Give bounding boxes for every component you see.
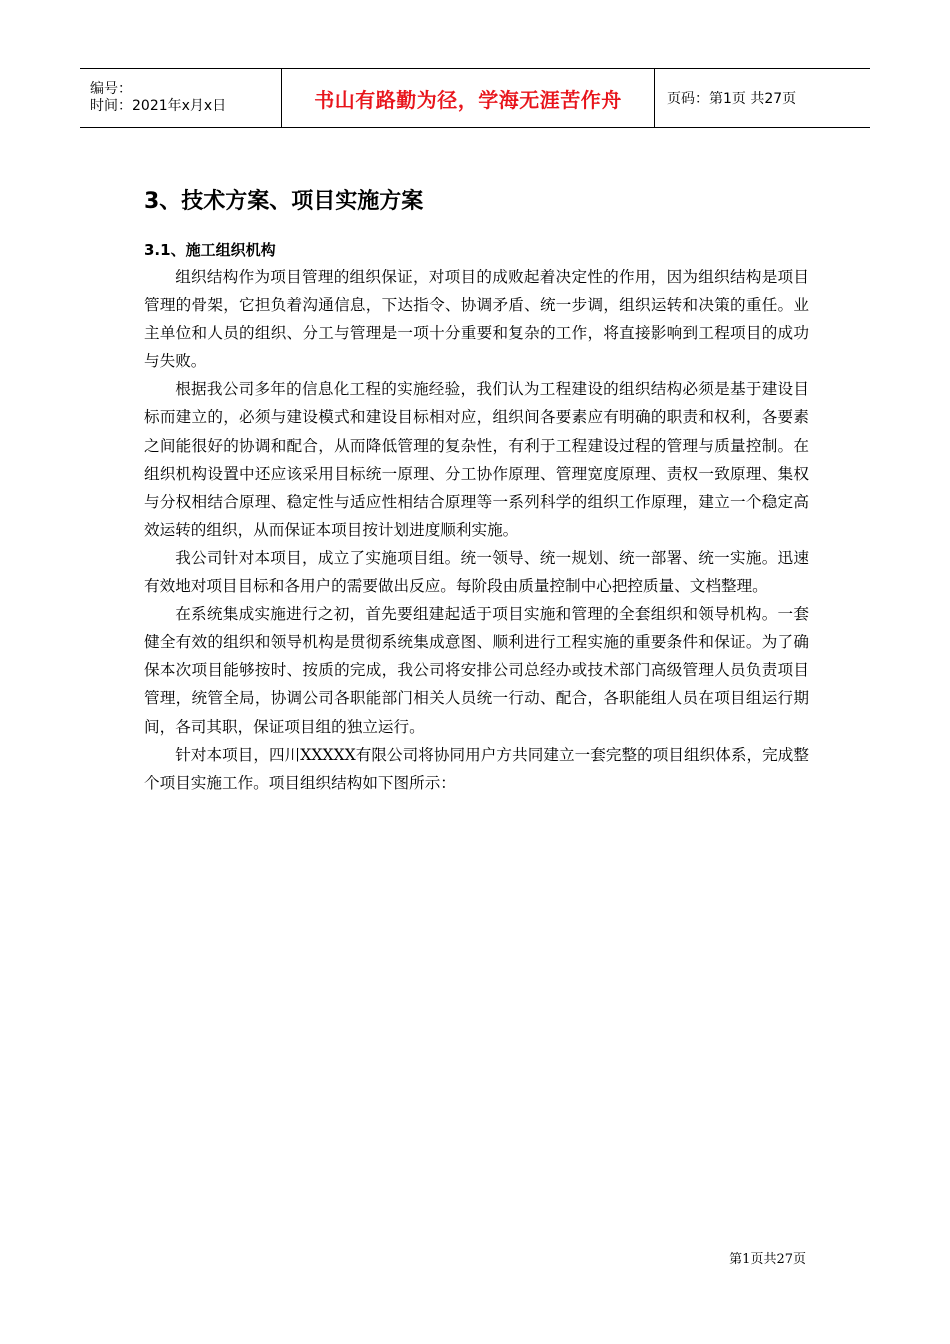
document-time-label: 时间：2021年x月x日 xyxy=(90,98,227,114)
document-body xyxy=(144,263,809,797)
header-page-number: 页码：第1页 共27页 xyxy=(667,91,797,107)
document-number-label: 编号： xyxy=(90,81,132,97)
body-paragraph: 根据我公司多年的信息化工程的实施经验，我们认为工程建设的组织结构必须是基于建设目标而建立的，必须与建设模式和建设目标相对应，组织间各要素应有明确的职责和权利，各要素之间能很好的协调和配合，从而降低管理的复杂性，有利于工程建设过程的管理与质量控制。在组织机构设置中还应该采用目标统一原理、分工协作原理、管理宽度原理、责权一致原理、集权与分权相结合原理、稳定性与适应性相结合原理等一系列科学的组织工作原理，建立一个稳定高效运转的组织，从而保证本项目按计划进度顺利实施。 xyxy=(144,380,809,539)
body-paragraph: 在系统集成实施进行之初，首先要组建起适于项目实施和管理的全套组织和领导机构。一套健全有效的组织和领导机构是贯彻系统集成意图、顺利进行工程实施的重要条件和保证。为了确保本次项目能够按时、按质的完成，我公司将安排公司总经办或技术部门高级管理人员负责项目管理，统管全局，协调公司各职能部门相关人员统一行动、配合，各职能组人员在项目组运行期间，各司其职，保证项目组的独立运行。 xyxy=(144,605,809,736)
body-paragraph: 针对本项目，四川XXXXX有限公司将协同用户方共同建立一套完整的项目组织体系，完成整个项目实施工作。项目组织结构如下图所示： xyxy=(144,745,809,792)
page-header xyxy=(80,68,870,128)
page-footer: 第1页共27页 xyxy=(729,1252,806,1267)
body-paragraph: 我公司针对本项目，成立了实施项目组。统一领导、统一规划、统一部署、统一实施。迅速有效地对项目目标和各用户的需要做出反应。每阶段由质量控制中心把控质量、文档整理。 xyxy=(144,548,809,596)
document-title: 3、技术方案、项目实施方案 xyxy=(144,189,424,214)
header-motto: 书山有路勤为径，学海无涯苦作舟 xyxy=(282,69,655,127)
header-meta-cell xyxy=(80,69,282,127)
body-paragraph: 组织结构作为项目管理的组织保证，对项目的成败起着决定性的作用，因为组织结构是项目管理的骨架，它担负着沟通信息，下达指令、协调矛盾、统一步调，组织运转和决策的重任。业主单位和人员的组织、分工与管理是一项十分重要和复杂的工作，将直接影响到工程项目的成功与失败。 xyxy=(144,268,809,371)
section-title: 3.1、施工组织机构 xyxy=(144,241,276,259)
